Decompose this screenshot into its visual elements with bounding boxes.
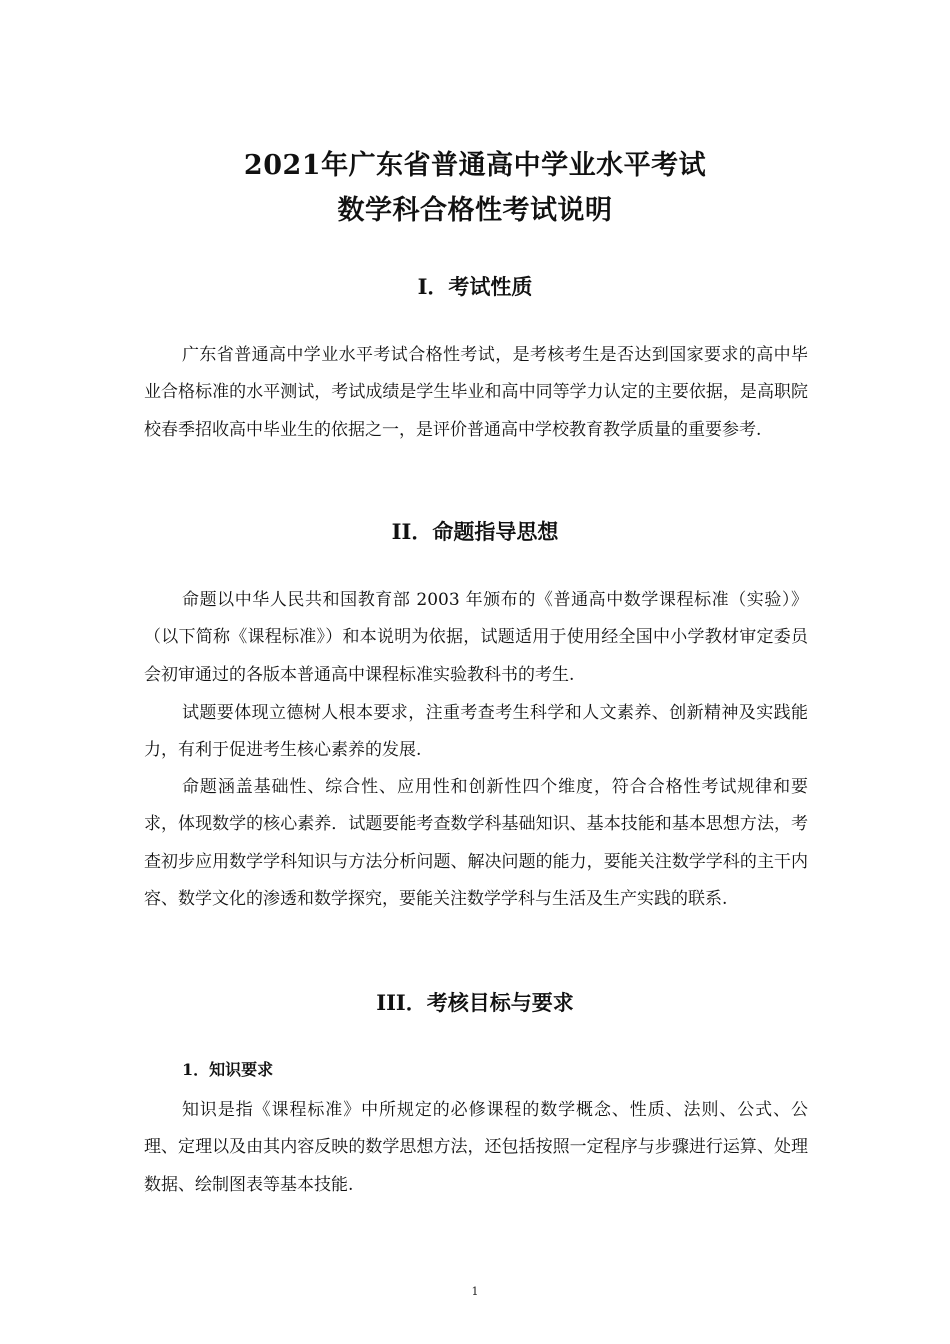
paragraph-knowledge-requirements: 知识是指《课程标准》中所规定的必修课程的数学概念、性质、法则、公式、公理、定理以及由其内容反映的数学思想方法，还包括按照一定程序与步骤进行运算、处理数据、绘制图表等基本技能.: [144, 1100, 808, 1195]
document-title-line-2: 数学科合格性考试说明: [337, 195, 613, 226]
paragraph-nature: 广东省普通高中学业水平考试合格性考试，是考核考生是否达到国家要求的高中毕业合格标准的水平测试，考试成绩是学生毕业和高中同等学力认定的主要依据，是高职院校春季招收高中毕业生的依据之一，是评价普通高中学校教育教学质量的重要参考.: [144, 345, 808, 440]
section-heading-objectives: III．考核目标与要求: [376, 990, 574, 1015]
page-number: 1: [471, 1285, 479, 1298]
paragraph-guiding-thought-2: 试题要体现立德树人根本要求，注重考查考生科学和人文素养、创新精神及实践能力，有利于促进考生核心素养的发展.: [144, 703, 808, 761]
section-heading-guiding-thought: II．命题指导思想: [391, 519, 559, 544]
section-heading-nature: I．考试性质: [417, 274, 533, 299]
paragraph-guiding-thought-1: 命题以中华人民共和国教育部 2003 年颁布的《普通高中数学课程标准（实验）》（以下简称《课程标准》）和本说明为依据，试题适用于使用经全国中小学教材审定委员会初审通过的各版本普通高中课程标准实验教科书的考生.: [144, 590, 808, 685]
document-title-line-1: 2021年广东省普通高中学业水平考试: [243, 150, 707, 181]
paragraph-guiding-thought-3: 命题涵盖基础性、综合性、应用性和创新性四个维度，符合合格性考试规律和要求，体现数学的核心素养．试题要能考查数学科基础知识、基本技能和基本思想方法，考查初步应用数学学科知识与方法分析问题、解决问题的能力，要能关注数学学科的主干内容、数学文化的渗透和数学探究，要能关注数学学科与生活及生产实践的联系.: [144, 777, 808, 909]
subheading-knowledge-requirements: 1．知识要求: [182, 1060, 274, 1079]
